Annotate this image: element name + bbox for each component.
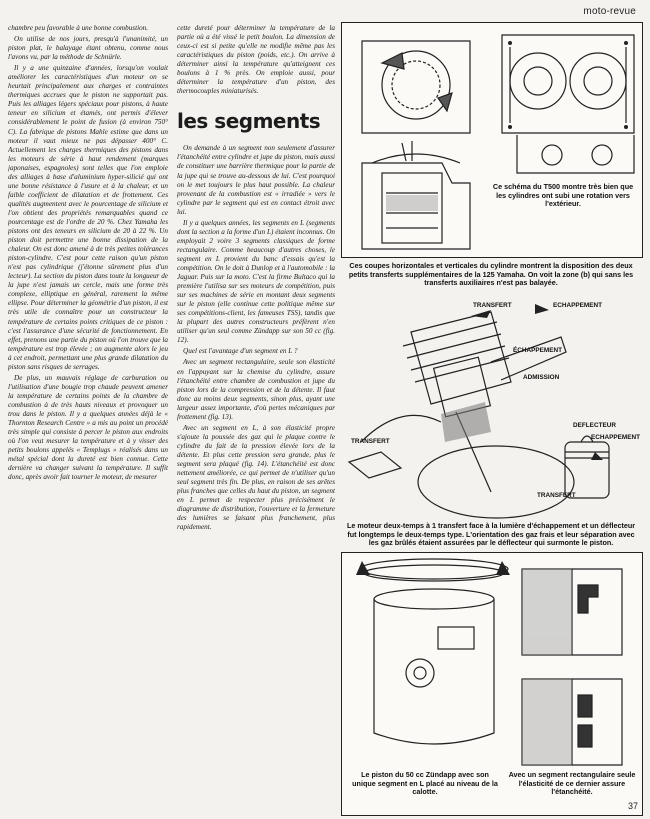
t500-cylinder-drawing [342,23,642,257]
text-column-2 [177,24,335,814]
figure-caption: Ce schéma du T500 montre très bien que les cylindres ont subi une rotation vers l'extérieur. [492,182,634,209]
label-transfert-2: TRANSFERT [537,492,576,499]
figure-t500-schematic [341,22,643,258]
label-transfert: TRANSFERT [351,438,390,445]
magazine-header: moto-revue [583,6,636,17]
figure-column [341,22,641,814]
label-transfert-top: TRANSFERT [473,302,512,309]
paragraph: Quel est l'avantage d'un segment en L ? [183,347,298,356]
label-echappement: ÉCHAPPEMENT [513,347,563,354]
paragraph: Avec un segment rectangulaire, seule son élasticité en l'appuyant sur la chemise du cylindre, assure l'étanchéité entre chambre de combustion et jupe du piston lors de la compression et de la détente. Il faut donc au moins deux segments, sinon plus, ayant une largeur assez importante, d'où pertes mécaniques par frottement (fig. 13). [177,358,335,421]
label-deflecteur: DEFLECTEUR [573,422,616,429]
label-echappement-2: ECHAPPEMENT [591,434,641,441]
paragraph: chambre peu favorable à une bonne combustion. [8,24,149,32]
paragraph: cette dureté pour déterminer la température de la partie où a été vissé le petit boulon. La dimension de ceux-ci est si petite qu'elle ne modifie même pas les caractéristiques du piston (poids, etc.). On arrive à déterminer ainsi la température qu'atteignent ces boulons à 1 % près. On emploie aussi, pour déterminer la température d'un piston, des thermocouples miniaturisés. [177,24,335,96]
paragraph: Il y a une quinzaine d'années, lorsqu'on voulait améliorer les caractéristiques d'un moteur on se heurtait principalement aux charges et contraintes thermiques accrues que le piston ne supportait pas. Puis les alliages légers spéciaux pour pistons, à haute teneur en silicium et étamés, ont permis d'élever considérablement le point de fusion (à environ 750° C). La fabrique de pistons Mahle estime que dans un moteur il vaut mieux ne pas dépasser 400° C. Actuellement les charges thermiques des pistons dans les moteurs de série à haut rendement (marques japonaises, espagnoles) sont telles que l'on emploie des alliages à base d'aluminium hyper-silicié qui ont une bonne résistance à l'usure et à la chaleur, et un faible coefficient de dilatation et de frottement. Ces qualités augmentent avec le pourcentage de silicium et l'on obtient des propriétés remarquables quand ce pourcentage est de l'ordre de 20 %. Chez Yamaha les pistons ont des teneurs en silicium de 20 à 22 %. Un piston doit permettre une bonne dissipation de la chaleur. On est donc amené à de très petites tolérances piston-cylindre. C'est pour cette raison qu'un piston n'est pas cylindrique (j'étonne sûrement plus d'un lecteur). La section du piston dans toute la longueur de la jupe n'est jamais un cercle, mais une forme très complexe, elliptique en général, rarement la même ellipse. Pour déterminer la géométrie d'un piston, il est très utile de connaître pour un constructeur la température de certains points critiques de ce piston : c'est l'assurance d'une sécurité de fonctionnement. En effet, prenons une partie du piston où l'on trouve que la température est trop élevée ; on augmente alors le jeu à cet endroit, permettant une plus grande dilatation du piston sans risques de serrages. [8,64,168,371]
paragraph: On utilise de nos jours, presqu'à l'unanimité, un piston plat, le balayage étant obtenu, comme nous l'avons vu, par la méthode de Schnürle. [8,35,168,62]
figure-two-stroke-engine [341,292,641,528]
section-title: les segments [177,109,321,134]
engine-cutaway-drawing [341,292,641,528]
figure-caption: Avec un segment rectangulaire seule l'élasticité de ce dernier assure l'étanchéité. [508,770,636,797]
label-echappement-top: ECHAPPEMENT [553,302,603,309]
paragraph: De plus, un mauvais réglage de carburation ou l'utilisation d'une bougie trop chaude peuvent amener la température de certains points de la chambre de combustion à de très hauts niveaux et provoquer un trou dans le piston. Il y a quelques années déjà le « Thornton Research Centre » a mis au point un procédé très simple qui consiste à percer le piston aux endroits où l'on veut mesurer la température et à y visser des petits boulons appelés « Templugs » réalisés dans un métal spécial dont la dureté est bien connue. Cette dernière va changer suivant la température. Il suffit donc, après avoir fait tourner le moteur, de mesurer [8,373,168,482]
text-column-1 [8,24,168,804]
paragraph: Il y a quelques années, les segments en L (segments dont la section a la forme d'un L) étaient inconnus. On employait 2 voire 3 segments classiques de forme rectangulaire. Comme beaucoup d'autres choses, le segment en L provient du banc d'essais qu'est la compétition. On le doit à Dunlop et à l'automobile : la Jaguar. Puis sur la moto. C'est la firme Bultaco qui la première l'utilisa sur ses moteurs de compétition, puis sur ses machines de série en montant deux segments sur le piston (elle continue cette politique même sur ses compétitions-client, les fameuses TSS), tandis que la plupart des autres constructeurs préfèrent n'en utiliser qu'un seul comme Zündapp sur son 50 cc (fig. 12). [177,218,335,345]
figure-caption: Le piston du 50 cc Zündapp avec son unique segment en L placé au niveau de la calotte. [352,770,498,797]
page-number: 37 [627,801,638,811]
figure-caption: Ces coupes horizontales et verticales du cylindre montrent la disposition des deux petits transferts supplémentaires de la 125 Yamaha. On voit la zone (b) qui sans les transferts auxiliaires n'est pas balayée. [348,261,634,288]
paragraph: Avec un segment en L, à son élasticité propre s'ajoute la poussée des gaz qui le plaque contre le cylindre du fait de la pression élevée lors de la détente. Et plus cette pression sera grande, plus le segment sera plaqué (fig. 14). L'étanchéité est donc nettement améliorée, ce qui permet de n'utiliser qu'un seul segment très fin. De plus, en raison de ses arêtes plus franches que celles du haut du piston, un segment en L permet de respecter plus précisément le diagramme de distribution, l'ouverture et la fermeture des lumières se faisant plus franchement, plus rapidement. [177,423,335,532]
figure-zundapp-piston [341,552,643,816]
figure-caption: Le moteur deux-temps à 1 transfert face à la lumière d'échappement et un déflecteur fut longtemps le deux-temps type. L'orientation des gaz frais et leur séparation avec les gaz brûlés étaient assurées par le déflecteur qui surmonte le piston. [346,521,636,548]
label-admission: ADMISSION [523,374,560,381]
paragraph: On demande à un segment non seulement d'assurer l'étanchéité entre cylindre et jupe du piston, mais aussi de constituer une barrière thermique pour la partie de la jupe qui se trouve au-dessous de lui. C'est pourquoi on le met toujours le plus haut possible. La chaleur provenant de la combustion est « irradiée » vers le cylindre par le segment qui est en contact étroit avec lui. [177,144,335,216]
